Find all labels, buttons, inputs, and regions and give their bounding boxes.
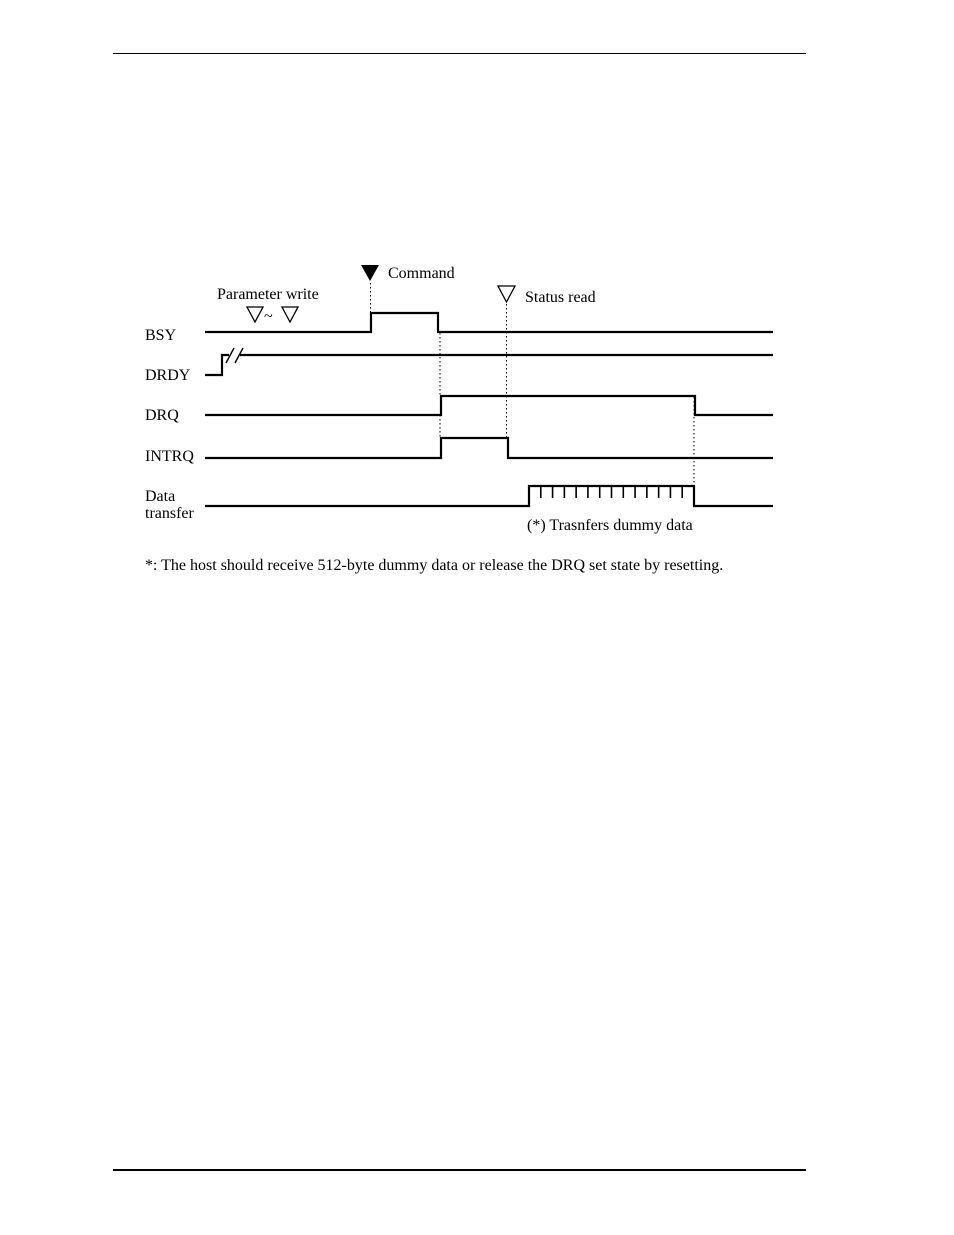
status-read-marker-icon <box>498 286 515 302</box>
parameter-write-range-sign: ~ <box>264 308 273 325</box>
parameter-write-end-icon <box>282 307 298 322</box>
footnote: *: The host should receive 512-byte dummy data or release the DRQ set state by resetting. <box>145 557 724 574</box>
parameter-write-label: Parameter write <box>217 286 319 303</box>
drdy-waveform-rise <box>205 355 229 375</box>
drq-waveform <box>205 396 773 415</box>
command-marker-icon <box>361 265 379 281</box>
signal-label-drdy: DRDY <box>145 367 191 384</box>
data-transfer-pulses <box>541 486 682 498</box>
parameter-write-start-icon <box>247 307 263 322</box>
intrq-waveform <box>205 438 773 458</box>
signal-label-drq: DRQ <box>145 407 179 424</box>
command-label: Command <box>388 265 455 282</box>
status-read-label: Status read <box>525 289 596 306</box>
signal-label-bsy: BSY <box>145 327 177 344</box>
footer-rule <box>113 1169 806 1171</box>
signal-label-intrq: INTRQ <box>145 448 194 465</box>
signal-label-data-line2: transfer <box>145 505 194 522</box>
data-transfer-waveform <box>205 486 773 506</box>
signal-label-data-line1: Data <box>145 488 176 505</box>
dummy-data-annotation: (*) Trasnfers dummy data <box>527 517 693 534</box>
